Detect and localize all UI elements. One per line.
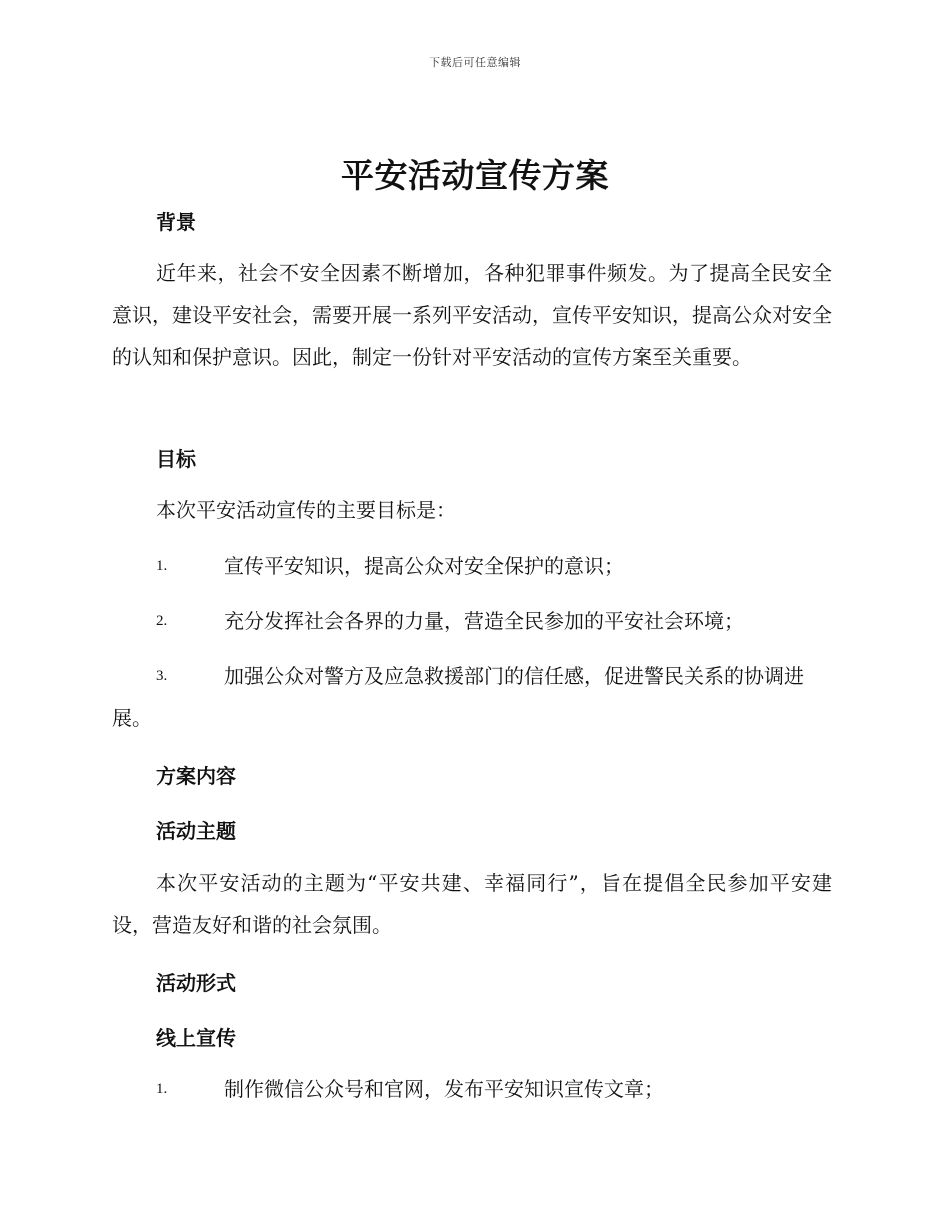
- list-item: [112, 600, 832, 642]
- subheading-form: 活动形式: [156, 971, 236, 995]
- list-item: [112, 655, 832, 739]
- subheading-online: 线上宣传: [156, 1026, 236, 1050]
- section-heading-background: 背景: [156, 210, 196, 234]
- section-heading-plan: 方案内容: [156, 764, 236, 788]
- section-heading-goals: 目标: [156, 447, 196, 471]
- list-item-text: 宣传平安知识，提高公众对安全保护的意识；: [224, 554, 624, 578]
- subheading-theme: 活动主题: [156, 819, 236, 843]
- list-item: [112, 1068, 832, 1110]
- goals-intro: 本次平安活动宣传的主要目标是：: [156, 498, 456, 522]
- list-item-number: 3.: [156, 668, 168, 684]
- header-note: 下载后可任意编辑: [429, 56, 521, 69]
- list-item-number: 1.: [156, 558, 168, 574]
- list-item-text: 制作微信公众号和官网，发布平安知识宣传文章；: [224, 1077, 664, 1101]
- list-item-number: 2.: [156, 613, 168, 629]
- list-item-text: 充分发挥社会各界的力量，营造全民参加的平安社会环境；: [224, 609, 744, 633]
- list-item: [112, 545, 832, 587]
- document-title: 平安活动宣传方案: [341, 156, 609, 195]
- list-item-number: 1.: [156, 1081, 168, 1097]
- theme-paragraph: 本次平安活动的主题为“平安共建、幸福同行”，旨在提倡全民参加平安建设，营造友好和谐的社会氛围。: [112, 871, 832, 937]
- list-item-text: 加强公众对警方及应急救援部门的信任感，促进警民关系的协调进展。: [112, 664, 804, 730]
- background-paragraph: 近年来，社会不安全因素不断增加，各种犯罪事件频发。为了提高全民安全意识，建设平安社会，需要开展一系列平安活动，宣传平安知识，提高公众对安全的认知和保护意识。因此，制定一份针对平安活动的宣传方案至关重要。: [112, 261, 832, 369]
